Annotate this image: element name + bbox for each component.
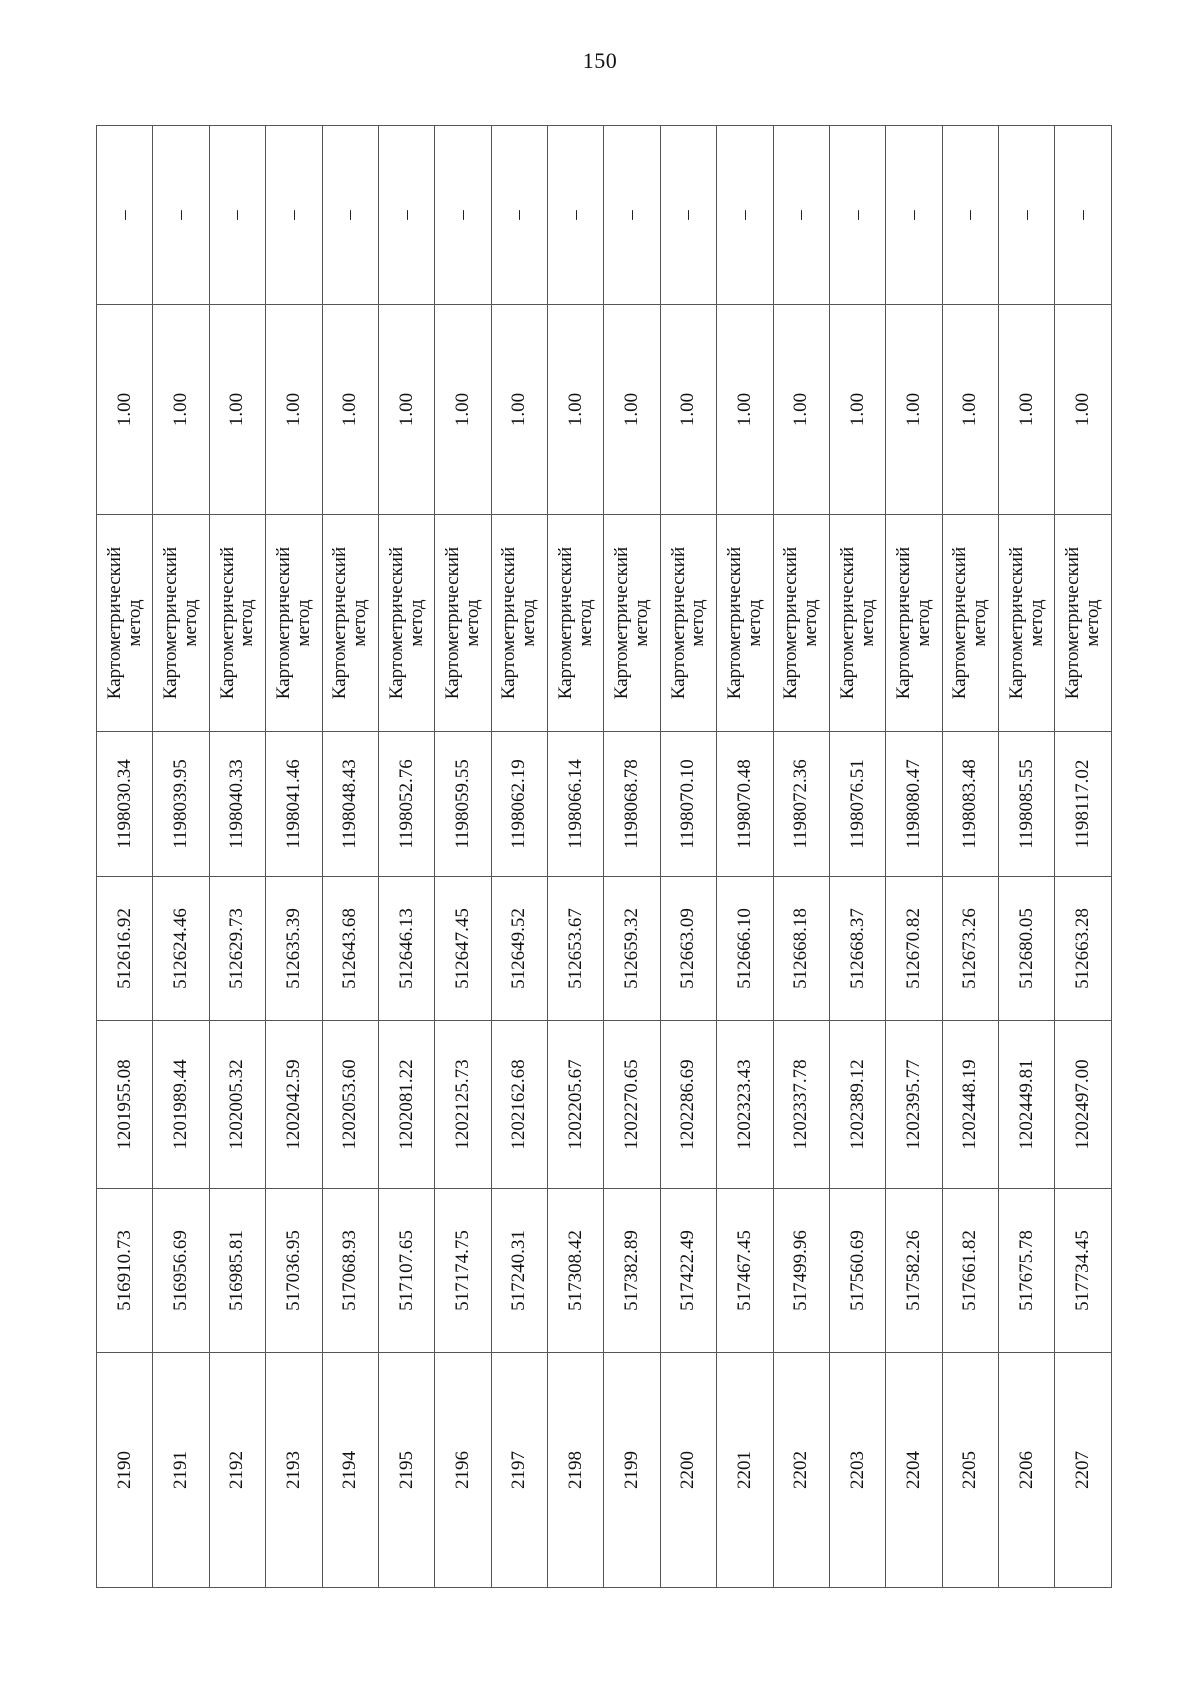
- method-cell: [1055, 515, 1112, 732]
- method-line-1: Картометрический: [272, 546, 294, 700]
- note-cell: –: [942, 126, 998, 305]
- note-cell: –: [604, 126, 660, 305]
- y-coordinate-alt-cell: 1198030.34: [97, 732, 153, 877]
- method-cell: [999, 515, 1055, 732]
- method-cell: [717, 515, 773, 732]
- table-row: [660, 126, 716, 1588]
- note-cell: –: [773, 126, 829, 305]
- x-coordinate-alt-cell: 512680.05: [999, 877, 1055, 1021]
- point-number-cell: 2198: [548, 1353, 604, 1588]
- table-row: [548, 126, 604, 1588]
- method-line-2: метод: [743, 599, 765, 647]
- y-coordinate-cell: 1202448.19: [942, 1021, 998, 1189]
- x-coordinate-alt-cell: 512663.09: [660, 877, 716, 1021]
- method-line-2: метод: [574, 599, 596, 647]
- method-line-1: Картометрический: [780, 546, 802, 700]
- x-coordinate-alt-cell: 512668.37: [829, 877, 885, 1021]
- y-coordinate-alt-cell: 1198083.48: [942, 732, 998, 877]
- x-coordinate-alt-cell: 512643.68: [322, 877, 378, 1021]
- x-coordinate-cell: 517382.89: [604, 1189, 660, 1353]
- method-cell: [548, 515, 604, 732]
- page-number: 150: [582, 48, 618, 73]
- table-row: [999, 126, 1055, 1588]
- x-coordinate-cell: 517499.96: [773, 1189, 829, 1353]
- y-coordinate-alt-cell: 1198039.95: [153, 732, 209, 877]
- x-coordinate-alt-cell: 512668.18: [773, 877, 829, 1021]
- note-cell: –: [322, 126, 378, 305]
- method-line-1: Картометрический: [103, 546, 125, 700]
- x-coordinate-alt-cell: 512663.28: [1055, 877, 1112, 1021]
- y-coordinate-alt-cell: 1198041.46: [266, 732, 322, 877]
- table-row: [153, 126, 209, 1588]
- accuracy-cell: 1.00: [773, 305, 829, 515]
- y-coordinate-alt-cell: 1198085.55: [999, 732, 1055, 877]
- x-coordinate-cell: 516910.73: [97, 1189, 153, 1353]
- table-row: [435, 126, 491, 1588]
- x-coordinate-alt-cell: 512647.45: [435, 877, 491, 1021]
- point-number-cell: 2193: [266, 1353, 322, 1588]
- method-line-2: метод: [123, 599, 145, 647]
- x-coordinate-alt-cell: 512635.39: [266, 877, 322, 1021]
- x-coordinate-cell: 517675.78: [999, 1189, 1055, 1353]
- y-coordinate-alt-cell: 1198059.55: [435, 732, 491, 877]
- method-line-2: метод: [687, 599, 709, 647]
- x-coordinate-alt-cell: 512670.82: [886, 877, 942, 1021]
- accuracy-cell: 1.00: [999, 305, 1055, 515]
- y-coordinate-cell: 1202005.32: [209, 1021, 265, 1189]
- point-number-cell: 2195: [378, 1353, 434, 1588]
- table-row: [942, 126, 998, 1588]
- x-coordinate-alt-cell: 512646.13: [378, 877, 434, 1021]
- method-line-2: метод: [969, 599, 991, 647]
- method-line-2: метод: [349, 599, 371, 647]
- method-cell: [435, 515, 491, 732]
- x-coordinate-cell: 517036.95: [266, 1189, 322, 1353]
- x-coordinate-cell: 517560.69: [829, 1189, 885, 1353]
- method-line-2: метод: [856, 599, 878, 647]
- method-line-1: Картометрический: [160, 546, 182, 700]
- y-coordinate-cell: 1202449.81: [999, 1021, 1055, 1189]
- x-coordinate-cell: 517661.82: [942, 1189, 998, 1353]
- note-cell: –: [378, 126, 434, 305]
- method-cell: [153, 515, 209, 732]
- note-cell: –: [1055, 126, 1112, 305]
- accuracy-cell: 1.00: [886, 305, 942, 515]
- method-line-2: метод: [1082, 599, 1104, 647]
- point-number-cell: 2202: [773, 1353, 829, 1588]
- x-coordinate-alt-cell: 512649.52: [491, 877, 547, 1021]
- table-row: [209, 126, 265, 1588]
- table-row: [773, 126, 829, 1588]
- note-cell: –: [999, 126, 1055, 305]
- y-coordinate-cell: 1202162.68: [491, 1021, 547, 1189]
- accuracy-cell: 1.00: [97, 305, 153, 515]
- point-number-cell: 2205: [942, 1353, 998, 1588]
- accuracy-cell: 1.00: [378, 305, 434, 515]
- method-line-2: метод: [631, 599, 653, 647]
- y-coordinate-alt-cell: 1198048.43: [322, 732, 378, 877]
- method-cell: [491, 515, 547, 732]
- note-cell: –: [435, 126, 491, 305]
- method-line-1: Картометрический: [442, 546, 463, 700]
- method-line-2: метод: [518, 599, 540, 647]
- method-line-1: Картометрический: [329, 546, 351, 700]
- accuracy-cell: 1.00: [604, 305, 660, 515]
- accuracy-cell: 1.00: [717, 305, 773, 515]
- method-line-1: Картометрический: [611, 546, 633, 700]
- table-row: [717, 126, 773, 1588]
- point-number-cell: 2196: [435, 1353, 491, 1588]
- y-coordinate-alt-cell: 1198068.78: [604, 732, 660, 877]
- x-coordinate-cell: 517174.75: [435, 1189, 491, 1353]
- y-coordinate-alt-cell: 1198040.33: [209, 732, 265, 877]
- method-cell: [773, 515, 829, 732]
- y-coordinate-cell: 1202286.69: [660, 1021, 716, 1189]
- y-coordinate-cell: 1201989.44: [153, 1021, 209, 1189]
- x-coordinate-alt-cell: 512659.32: [604, 877, 660, 1021]
- method-cell: [97, 515, 153, 732]
- y-coordinate-alt-cell: 1198062.19: [491, 732, 547, 877]
- accuracy-cell: 1.00: [266, 305, 322, 515]
- method-line-1: Картометрический: [667, 546, 689, 700]
- method-line-1: Картометрический: [216, 546, 238, 700]
- method-line-2: метод: [405, 599, 427, 647]
- point-number-cell: 2200: [660, 1353, 716, 1588]
- method-line-2: метод: [800, 599, 822, 647]
- method-line-1: Картометрический: [723, 546, 745, 700]
- point-number-cell: 2206: [999, 1353, 1055, 1588]
- x-coordinate-cell: 516985.81: [209, 1189, 265, 1353]
- table-row: [322, 126, 378, 1588]
- method-cell: [660, 515, 716, 732]
- x-coordinate-cell: 517734.45: [1055, 1189, 1112, 1353]
- point-number-cell: 2194: [322, 1353, 378, 1588]
- method-cell: [829, 515, 885, 732]
- table-row: [491, 126, 547, 1588]
- x-coordinate-alt-cell: 512624.46: [153, 877, 209, 1021]
- point-number-cell: 2204: [886, 1353, 942, 1588]
- point-number-cell: 2201: [717, 1353, 773, 1588]
- y-coordinate-cell: 1202270.65: [604, 1021, 660, 1189]
- point-number-cell: 2199: [604, 1353, 660, 1588]
- x-coordinate-cell: 517582.26: [886, 1189, 942, 1353]
- method-line-1: Картометрический: [498, 546, 520, 700]
- method-line-1: Картометрический: [385, 546, 407, 700]
- x-coordinate-alt-cell: 512666.10: [717, 877, 773, 1021]
- table-row: [829, 126, 885, 1588]
- point-number-cell: 2191: [153, 1353, 209, 1588]
- method-line-1: Картометрический: [949, 546, 971, 700]
- method-line-1: Картометрический: [1062, 546, 1084, 700]
- accuracy-cell: 1.00: [1055, 305, 1112, 515]
- y-coordinate-cell: 1202205.67: [548, 1021, 604, 1189]
- point-number-cell: 2190: [97, 1353, 153, 1588]
- note-cell: –: [266, 126, 322, 305]
- method-line-1: Картометрический: [1005, 546, 1027, 700]
- x-coordinate-cell: 517107.65: [378, 1189, 434, 1353]
- accuracy-cell: 1.00: [942, 305, 998, 515]
- table-row: [378, 126, 434, 1588]
- y-coordinate-cell: 1202395.77: [886, 1021, 942, 1189]
- method-line-2: метод: [180, 599, 202, 647]
- table-row: [604, 126, 660, 1588]
- accuracy-cell: 1.00: [491, 305, 547, 515]
- method-line-1: Картометрический: [893, 546, 914, 700]
- method-cell: [266, 515, 322, 732]
- y-coordinate-alt-cell: 1198080.47: [886, 732, 942, 877]
- point-number-cell: 2203: [829, 1353, 885, 1588]
- method-line-1: Картометрический: [554, 546, 576, 700]
- note-cell: –: [829, 126, 885, 305]
- y-coordinate-cell: 1202053.60: [322, 1021, 378, 1189]
- point-number-cell: 2197: [491, 1353, 547, 1588]
- y-coordinate-alt-cell: 1198052.76: [378, 732, 434, 877]
- accuracy-cell: 1.00: [829, 305, 885, 515]
- y-coordinate-alt-cell: 1198070.10: [660, 732, 716, 877]
- y-coordinate-alt-cell: 1198070.48: [717, 732, 773, 877]
- method-cell: [378, 515, 434, 732]
- x-coordinate-alt-cell: 512629.73: [209, 877, 265, 1021]
- accuracy-cell: 1.00: [548, 305, 604, 515]
- method-line-2: метод: [1025, 599, 1047, 647]
- y-coordinate-alt-cell: 1198072.36: [773, 732, 829, 877]
- table-row: [97, 126, 153, 1588]
- x-coordinate-alt-cell: 512673.26: [942, 877, 998, 1021]
- x-coordinate-alt-cell: 512616.92: [97, 877, 153, 1021]
- y-coordinate-cell: 1202389.12: [829, 1021, 885, 1189]
- accuracy-cell: 1.00: [209, 305, 265, 515]
- x-coordinate-cell: 517467.45: [717, 1189, 773, 1353]
- note-cell: –: [209, 126, 265, 305]
- y-coordinate-cell: 1202081.22: [378, 1021, 434, 1189]
- point-number-cell: 2207: [1055, 1353, 1112, 1588]
- note-cell: –: [886, 126, 942, 305]
- accuracy-cell: 1.00: [660, 305, 716, 515]
- note-cell: –: [491, 126, 547, 305]
- y-coordinate-alt-cell: 1198117.02: [1055, 732, 1112, 877]
- method-line-2: метод: [912, 599, 934, 647]
- x-coordinate-cell: 517068.93: [322, 1189, 378, 1353]
- note-cell: –: [153, 126, 209, 305]
- y-coordinate-cell: 1202497.00: [1055, 1021, 1112, 1189]
- coordinates-table-wrapper: [96, 126, 1112, 1588]
- note-cell: –: [548, 126, 604, 305]
- note-cell: –: [660, 126, 716, 305]
- y-coordinate-cell: 1201955.08: [97, 1021, 153, 1189]
- coordinates-table: [96, 125, 1112, 1588]
- x-coordinate-cell: 517422.49: [660, 1189, 716, 1353]
- method-line-2: метод: [292, 599, 314, 647]
- method-cell: [942, 515, 998, 732]
- rotated-table-container: [96, 126, 1112, 1588]
- table-row: [886, 126, 942, 1588]
- table-body: [97, 126, 1112, 1588]
- table-row: [266, 126, 322, 1588]
- point-number-cell: 2192: [209, 1353, 265, 1588]
- accuracy-cell: 1.00: [322, 305, 378, 515]
- accuracy-cell: 1.00: [435, 305, 491, 515]
- y-coordinate-cell: 1202042.59: [266, 1021, 322, 1189]
- method-cell: [604, 515, 660, 732]
- x-coordinate-alt-cell: 512653.67: [548, 877, 604, 1021]
- y-coordinate-cell: 1202323.43: [717, 1021, 773, 1189]
- method-line-2: метод: [461, 599, 483, 647]
- x-coordinate-cell: 517240.31: [491, 1189, 547, 1353]
- accuracy-cell: 1.00: [153, 305, 209, 515]
- table-row: [1055, 126, 1112, 1588]
- y-coordinate-cell: 1202337.78: [773, 1021, 829, 1189]
- method-cell: [322, 515, 378, 732]
- x-coordinate-cell: 516956.69: [153, 1189, 209, 1353]
- method-line-1: Картометрический: [836, 546, 858, 700]
- y-coordinate-cell: 1202125.73: [435, 1021, 491, 1189]
- method-cell: [886, 515, 942, 732]
- method-line-2: метод: [236, 599, 258, 647]
- note-cell: –: [717, 126, 773, 305]
- x-coordinate-cell: 517308.42: [548, 1189, 604, 1353]
- y-coordinate-alt-cell: 1198066.14: [548, 732, 604, 877]
- y-coordinate-alt-cell: 1198076.51: [829, 732, 885, 877]
- method-cell: [209, 515, 265, 732]
- note-cell: –: [97, 126, 153, 305]
